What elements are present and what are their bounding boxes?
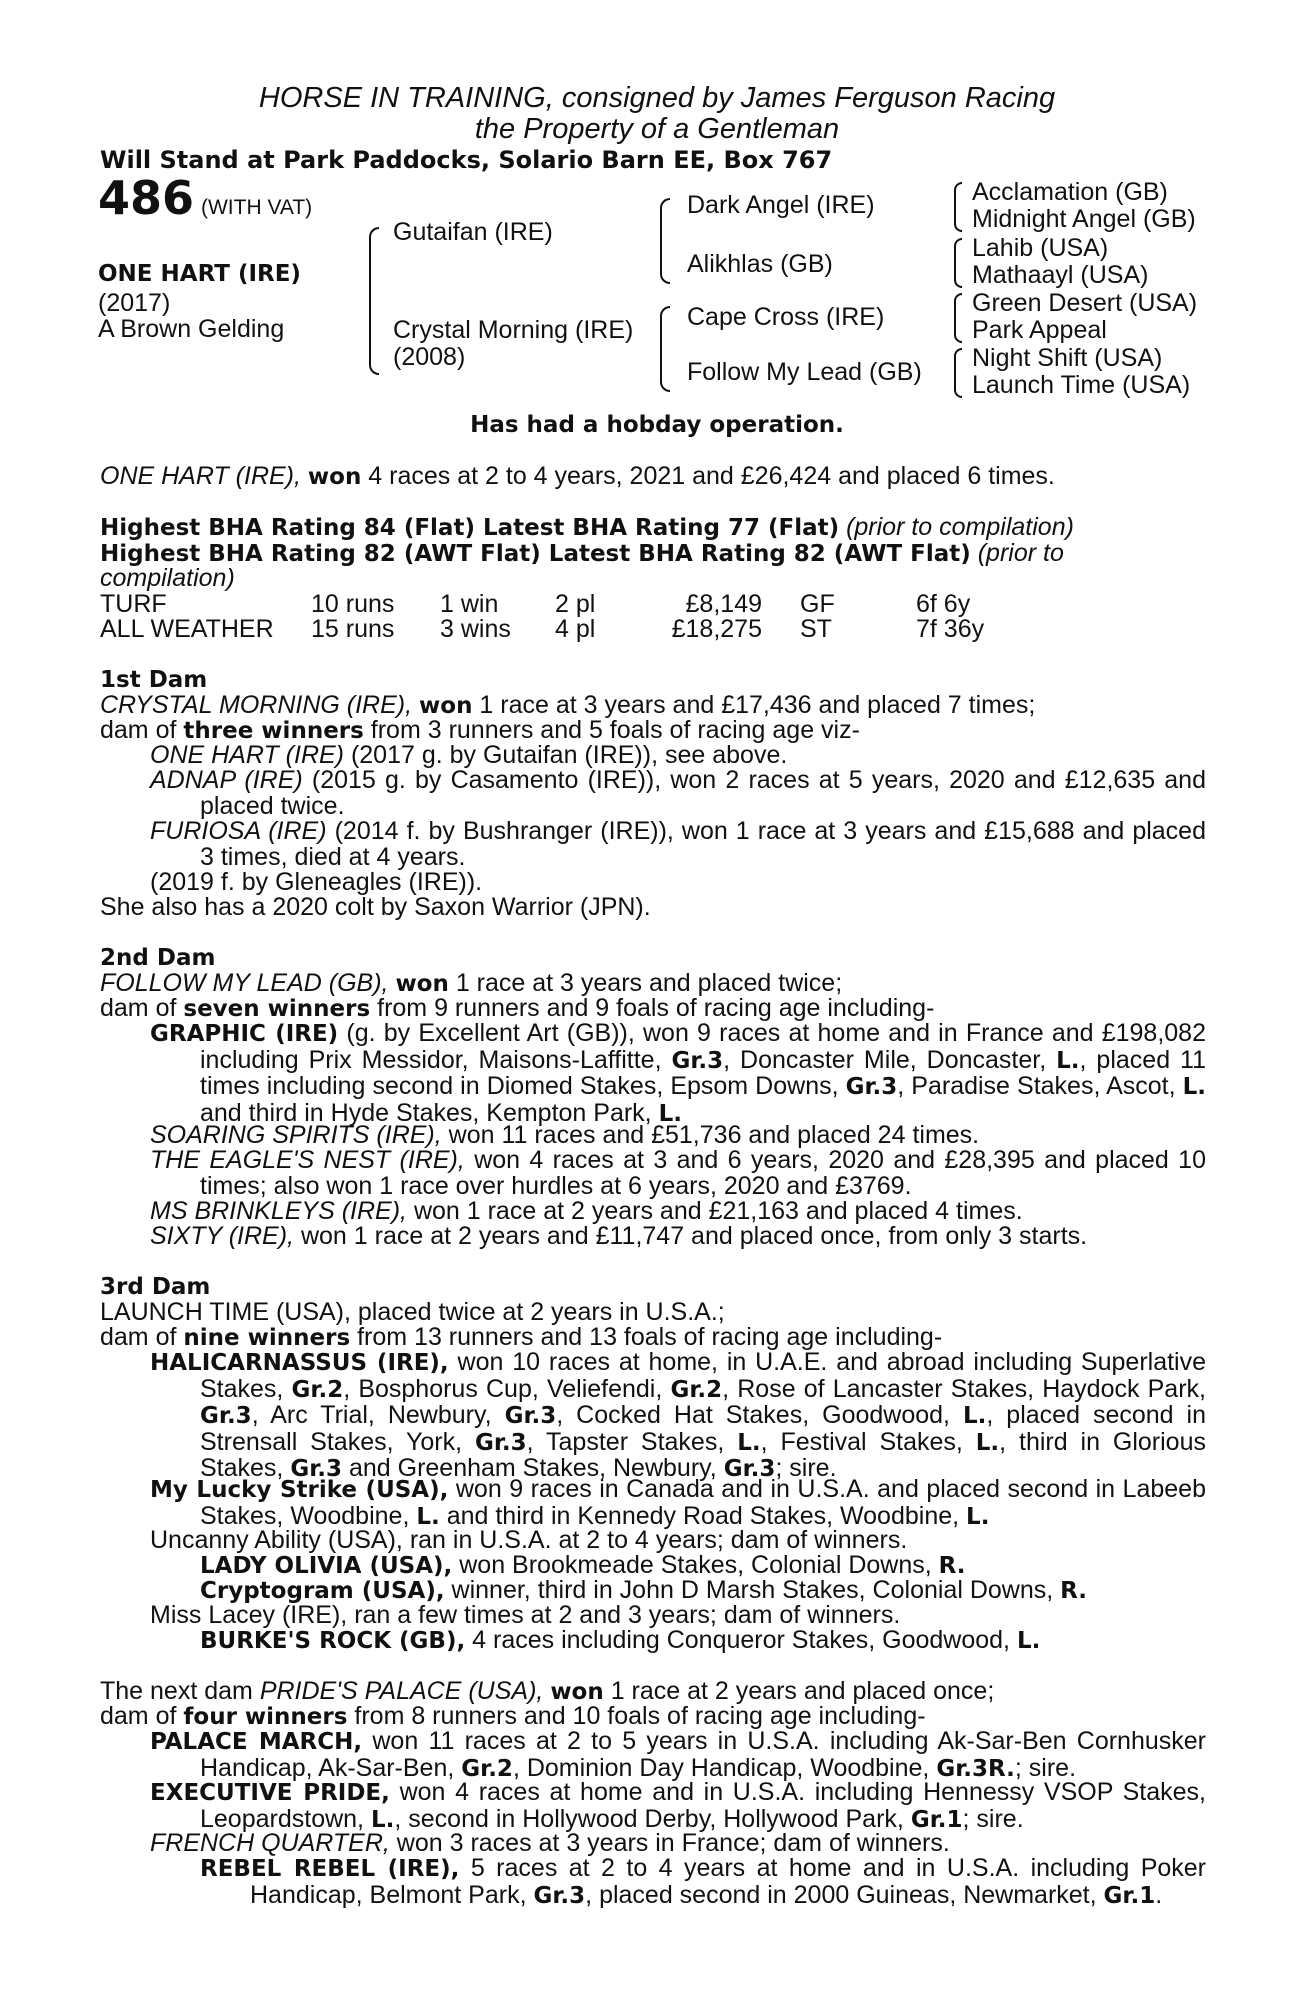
grade-badge: Gr.2 (461, 1755, 513, 1782)
record-wins: 3 wins (440, 615, 511, 643)
offspring-text: won Brookmeade Stakes, Colonial Downs, (459, 1551, 932, 1579)
record-wins: 1 win (440, 590, 499, 618)
dam1-heading: 1st Dam (100, 667, 208, 693)
pedigree-sd: Alikhlas (GB) (687, 250, 833, 278)
offspring-name: THE EAGLE'S NEST (IRE), (150, 1146, 465, 1174)
grade-badge: Gr.3 (533, 1882, 586, 1909)
record-prize: £18,275 (671, 615, 762, 643)
dam2-offspring-5 (150, 1224, 1087, 1250)
dam2-offspring-2 (150, 1123, 979, 1149)
grade-badge: Gr.3 (290, 1456, 343, 1482)
rating-awt-note: (prior to (977, 539, 1064, 567)
offspring-text: won 11 races at 2 to 5 years in U.S.A. including Ak-Sar-Ben Cornhusker Handicap, Ak-Sar-Ben, (200, 1727, 1206, 1782)
nextdam-won: won (550, 1679, 604, 1705)
pedigree-ds: Cape Cross (IRE) (687, 303, 885, 331)
vat-note: (WITH VAT) (200, 196, 313, 219)
pedigree-ss: Dark Angel (IRE) (687, 191, 875, 219)
dam3-winners: nine winners (183, 1325, 351, 1351)
offspring-text: winner, third in John D Marsh Stakes, Colonial Downs, (451, 1576, 1054, 1604)
offspring-text: , Dominion Day Handicap, Woodbine, (512, 1753, 930, 1782)
listed-badge: L. (975, 1429, 1000, 1456)
grade-badge: Gr.3 (723, 1456, 776, 1482)
listed-badge: L. (658, 1100, 682, 1127)
offspring-name: FURIOSA (IRE) (150, 817, 327, 845)
listed-badge: L. (370, 1806, 395, 1833)
offspring-text: won 3 races at 3 years in France; dam of winners. (396, 1829, 950, 1857)
offspring-text: (g. by Excellent Art (GB)), won 9 races at home and in France and £198,082 including Prix Messidor, Maisons-Laffitte, (200, 1019, 1206, 1074)
restricted-badge: R. (938, 1553, 966, 1579)
rating-flat-note: (prior to compilation) (846, 513, 1074, 541)
summary-won: won (307, 464, 362, 490)
pedigree-sdd: Mathaayl (USA) (972, 261, 1149, 289)
dam3-offspring-miss-lacey: Miss Lacey (IRE), ran a few times at 2 and 3 years; dam of winners. (150, 1601, 901, 1629)
dam2-offspring-3 (150, 1148, 1206, 1199)
pedigree-brace-3b (954, 238, 962, 288)
listed-badge: L. (1016, 1628, 1041, 1654)
record-distance: 7f 36y (916, 615, 985, 643)
rating-flat (100, 515, 1074, 542)
offspring-text: ; sire. (1014, 1753, 1077, 1782)
pedigree-ddd: Launch Time (USA) (972, 371, 1191, 399)
grade-badge: Gr.3 (671, 1047, 724, 1074)
offspring-text: won 9 races in Canada and in U.S.A. and placed second in Labeeb Stakes, Woodbine, (200, 1475, 1206, 1530)
offspring-text: ; sire. (775, 1454, 837, 1482)
dam3-grandoffspring-burkes-rock (200, 1628, 1040, 1655)
offspring-text: , placed second in 2000 Guineas, Newmarket, (585, 1880, 1097, 1909)
grade-badge: Gr.3 (474, 1429, 527, 1456)
rating-awt (100, 541, 1064, 568)
dam1-runners: from 3 runners and 5 foals of racing age viz- (370, 716, 860, 744)
offspring-name: SIXTY (IRE), (150, 1222, 295, 1250)
offspring-text: , placed 11 times including second in Diomed Stakes, Epsom Downs, (200, 1045, 1206, 1100)
nextdam-text: 1 race at 2 years and placed once; (610, 1677, 995, 1705)
offspring-text: won 10 races at home, in U.A.E. and abroad including Superlative Stakes, (200, 1348, 1207, 1403)
offspring-text: ; sire. (962, 1804, 1024, 1833)
offspring-text: 5 races at 2 to 4 years at home and in U.S.A. including Poker Handicap, Belmont Park, (250, 1854, 1206, 1909)
offspring-text: , placed second in Strensall Stakes, York, (200, 1401, 1206, 1456)
record-surface: TURF (100, 590, 167, 618)
dam3-offspring-uncanny-ability: Uncanny Ability (USA), ran in U.S.A. at 2 to 4 years; dam of winners. (150, 1526, 908, 1554)
nextdam-dam-of: dam of (100, 1702, 177, 1730)
offspring-text: , Cocked Hat Stakes, Goodwood, (556, 1401, 950, 1429)
rating-awt-note-cont: compilation) (100, 564, 235, 592)
offspring-name: ADNAP (IRE) (150, 766, 303, 794)
dam3-offspring-my-lucky-strike (150, 1477, 1206, 1530)
pedigree-brace-sire (660, 198, 670, 284)
pedigree-dds: Night Shift (USA) (972, 344, 1163, 372)
offspring-text: and third in Hyde Stakes, Kempton Park, (200, 1098, 652, 1127)
dam3-dam-of: dam of (100, 1323, 177, 1351)
offspring-text: , Bosphorus Cup, Veliefendi, (343, 1374, 663, 1403)
dam3-offspring-halicarnassus (150, 1350, 1206, 1483)
grade-badge: Gr.3 (504, 1403, 557, 1429)
grade-badge: Gr.2 (670, 1376, 723, 1403)
listed-badge: L. (737, 1429, 761, 1456)
dam3-line: LAUNCH TIME (USA), placed twice at 2 years in U.S.A.; (100, 1298, 725, 1326)
dam2-dam-of: dam of (100, 994, 177, 1022)
offspring-text: won 11 races and £51,736 and placed 24 times. (448, 1121, 980, 1149)
offspring-name: EXECUTIVE PRIDE, (150, 1780, 390, 1806)
dam2-winners: seven winners (183, 996, 371, 1022)
offspring-text: , Rose of Lancaster Stakes, Haydock Park, (722, 1374, 1206, 1403)
horse-year: (2017) (98, 289, 171, 317)
dam1-won: won (419, 693, 473, 719)
dam2-runners: from 9 runners and 9 foals of racing age including- (377, 994, 935, 1022)
listed-badge: L. (962, 1403, 987, 1429)
pedigree-brace-1 (369, 227, 379, 375)
grade-badge: Gr.1 (910, 1806, 963, 1833)
dam1-text: 1 race at 3 years and £17,436 and placed 7 times; (479, 691, 1036, 719)
dam2-name: FOLLOW MY LEAD (GB), (100, 969, 389, 997)
offspring-text: and third in Kennedy Road Stakes, Woodbine, (446, 1501, 960, 1530)
offspring-text: 4 races including Conqueror Stakes, Goodwood, (472, 1626, 1010, 1654)
horse-description: A Brown Gelding (98, 315, 285, 343)
dam2-won: won (395, 971, 449, 997)
dam1-name: CRYSTAL MORNING (IRE), (100, 691, 413, 719)
record-prize: £8,149 (685, 590, 762, 618)
offspring-name: Cryptogram (USA), (200, 1578, 445, 1604)
nextdam-offspring-french-quarter (150, 1831, 950, 1857)
offspring-text: , Arc Trial, Newbury, (251, 1401, 492, 1429)
dam1-offspring-4: (2019 f. by Gleneagles (IRE)). (150, 868, 483, 896)
dam2-offspring-4 (150, 1199, 1023, 1225)
pedigree-dam: Crystal Morning (IRE) (393, 316, 634, 344)
offspring-text: won 1 race at 2 years and £21,163 and placed 4 times. (413, 1197, 1023, 1225)
listed-badge: L. (966, 1503, 990, 1530)
offspring-text: (2017 g. by Gutaifan (IRE)), see above. (350, 741, 788, 769)
nextdam-winners: four winners (183, 1704, 348, 1730)
record-distance: 6f 6y (916, 590, 971, 618)
dam1-note: She also has a 2020 colt by Saxon Warrior (JPN). (100, 893, 651, 921)
record-surface: ALL WEATHER (100, 615, 274, 643)
pedigree-sds: Lahib (USA) (972, 234, 1109, 262)
record-placed: 2 pl (555, 590, 596, 618)
offspring-name: FRENCH QUARTER, (150, 1829, 390, 1857)
dam1-dam-of: dam of (100, 716, 177, 744)
record-placed: 4 pl (555, 615, 596, 643)
offspring-text: and Greenham Stakes, Newbury, (348, 1454, 717, 1482)
listed-badge: L. (1056, 1047, 1080, 1074)
pedigree-dd: Follow My Lead (GB) (687, 358, 922, 386)
offspring-name: LADY OLIVIA (USA), (200, 1553, 453, 1579)
pedigree-sire: Gutaifan (IRE) (393, 218, 553, 246)
offspring-text: won 4 races at 3 and 6 years, 2020 and £28,395 and placed 10 times; also won 1 race over hurdles at 6 years, 2020 and £3769. (200, 1146, 1206, 1200)
horse-name: ONE HART (IRE) (98, 261, 301, 287)
offspring-name: GRAPHIC (IRE) (150, 1021, 339, 1047)
offspring-text: , third in Glorious Stakes, (200, 1427, 1206, 1482)
record-runs: 15 runs (311, 615, 395, 643)
nextdam-grandoffspring-rebel-rebel (200, 1856, 1206, 1909)
dam1-offspring-2 (150, 768, 1206, 819)
offspring-text: (2015 g. by Casamento (IRE)), won 2 races at 5 years, 2020 and £12,635 and placed twice. (200, 766, 1206, 820)
nextdam-offspring-executive-pride (150, 1780, 1206, 1833)
offspring-text: , Festival Stakes, (760, 1427, 963, 1456)
summary-text: 4 races at 2 to 4 years, 2021 and £26,424 and placed 6 times. (368, 462, 1055, 490)
offspring-name: PALACE MARCH, (150, 1729, 363, 1755)
listed-badge: L. (416, 1503, 440, 1530)
dam1-winners: three winners (183, 718, 364, 744)
pedigree-brace-3d (954, 348, 962, 398)
offspring-name: ONE HART (IRE) (150, 741, 344, 769)
nextdam-runners: from 8 runners and 10 foals of racing age including- (354, 1702, 926, 1730)
offspring-text: , second in Hollywood Derby, Hollywood Park, (394, 1804, 904, 1833)
offspring-name: BURKE'S ROCK (GB), (200, 1628, 466, 1654)
nextdam-offspring-palace-march (150, 1729, 1206, 1782)
pedigree-dsd: Park Appeal (972, 316, 1107, 344)
pedigree-dam-year: (2008) (393, 343, 466, 371)
stand-location: Will Stand at Park Paddocks, Solario Barn EE, Box 767 (100, 146, 833, 174)
dam3-runners: from 13 runners and 13 foals of racing age including- (357, 1323, 943, 1351)
dam1-offspring-3 (150, 819, 1206, 870)
record-runs: 10 runs (311, 590, 395, 618)
lot-number: 486 (98, 171, 195, 225)
rating-awt-label: Highest BHA Rating 82 (AWT Flat) Latest BHA Rating 82 (AWT Flat) (100, 541, 971, 567)
offspring-text: , Paradise Stakes, Ascot, (897, 1072, 1176, 1100)
rating-flat-label: Highest BHA Rating 84 (Flat) Latest BHA Rating 77 (Flat) (100, 515, 840, 541)
offspring-name: My Lucky Strike (USA), (150, 1477, 449, 1503)
restricted-badge: R. (1060, 1578, 1088, 1604)
offspring-text: won 4 races at home and in U.S.A. including Hennessy VSOP Stakes, Leopardstown, (200, 1778, 1206, 1833)
summary-horse-name: ONE HART (IRE), (100, 462, 301, 490)
lot-block (98, 171, 313, 225)
pedigree-brace-dam (660, 306, 670, 392)
pedigree-brace-3a (954, 182, 962, 232)
offspring-name: MS BRINKLEYS (IRE), (150, 1197, 407, 1225)
grade-badge: Gr.1 (1103, 1882, 1156, 1909)
nextdam-prefix: The next dam (100, 1677, 253, 1705)
record-going: ST (800, 615, 832, 643)
offspring-text: (2014 f. by Bushranger (IRE)), won 1 race at 3 years and £15,688 and placed 3 times, died at 4 years. (200, 817, 1206, 871)
record-going: GF (800, 590, 835, 618)
offspring-name: REBEL REBEL (IRE), (200, 1856, 460, 1882)
grade-badge: Gr.3 (200, 1403, 252, 1429)
offspring-text: , Tapster Stakes, (526, 1427, 725, 1456)
offspring-name: SOARING SPIRITS (IRE), (150, 1121, 442, 1149)
listed-badge: L. (1182, 1074, 1207, 1100)
dam2-text: 1 race at 3 years and placed twice; (455, 969, 843, 997)
pedigree-dss: Green Desert (USA) (972, 289, 1198, 317)
dam2-heading: 2nd Dam (100, 945, 216, 971)
grade-badge: Gr.3R. (936, 1755, 1015, 1782)
grade-badge: Gr.2 (291, 1376, 344, 1403)
race-summary (100, 464, 1055, 491)
catalogue-subheading: the Property of a Gentleman (474, 113, 840, 145)
catalogue-heading: HORSE IN TRAINING, consigned by James Ferguson Racing (258, 82, 1056, 114)
offspring-text: , Doncaster Mile, Doncaster, (723, 1045, 1047, 1074)
hobday-note: Has had a hobday operation. (470, 412, 844, 438)
pedigree-brace-3c (954, 293, 962, 343)
dam1-offspring-1 (150, 743, 787, 769)
dam2-offspring-graphic (150, 1021, 1206, 1127)
nextdam-name: PRIDE'S PALACE (USA), (259, 1677, 544, 1705)
grade-badge: Gr.3 (845, 1074, 898, 1100)
offspring-text: won 1 race at 2 years and £11,747 and placed once, from only 3 starts. (300, 1222, 1088, 1250)
pedigree-sss: Acclamation (GB) (972, 178, 1168, 206)
offspring-name: HALICARNASSUS (IRE), (150, 1350, 449, 1376)
offspring-text: . (1155, 1880, 1163, 1909)
dam3-heading: 3rd Dam (100, 1274, 211, 1300)
pedigree-ssd: Midnight Angel (GB) (972, 205, 1196, 233)
